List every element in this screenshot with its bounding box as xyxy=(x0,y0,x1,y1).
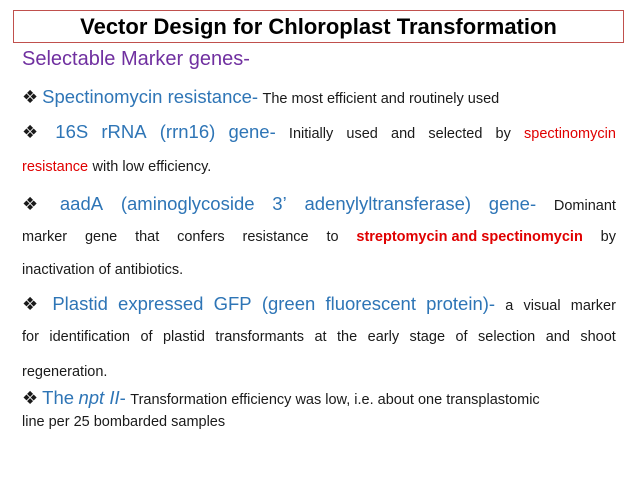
item-text-word: Initially xyxy=(288,126,334,142)
item-text-word: to xyxy=(326,229,339,245)
item-heading-word: GFP xyxy=(213,293,252,314)
item-text-word: marker xyxy=(570,298,616,314)
item-heading-word: 16S xyxy=(55,121,89,142)
item-text-word: used xyxy=(346,126,378,142)
item-text: Transformation efficiency was low, i.e. about one transplastomic xyxy=(130,392,540,408)
diamond-bullet-icon: ❖ xyxy=(22,87,39,107)
item-text-word: early xyxy=(367,329,400,345)
item-text-word: transformants xyxy=(215,329,305,345)
item-text-word: a xyxy=(505,298,514,314)
item-heading-gene: npt II xyxy=(78,387,120,408)
item-heading-suffix: - xyxy=(119,387,126,408)
item-text: regeneration. xyxy=(22,364,108,380)
item-highlight-word: resistance xyxy=(22,159,89,175)
item-text-word: of xyxy=(140,329,153,345)
item-text-word: of xyxy=(455,329,468,345)
item-text-word: stage xyxy=(409,329,446,345)
item-text-word: the xyxy=(337,329,358,345)
item-text-word: that xyxy=(135,229,160,245)
item-heading-word: rRNA xyxy=(101,121,147,142)
item-text-word: identification xyxy=(49,329,130,345)
slide-subtitle: Selectable Marker genes- xyxy=(22,48,250,70)
item-text-word: marker xyxy=(22,229,68,245)
item-heading-word: Plastid xyxy=(52,293,108,314)
item-text-word: by xyxy=(495,126,511,142)
diamond-bullet-icon: ❖ xyxy=(22,294,39,314)
item-text-word: by xyxy=(600,229,616,245)
item-heading-word: 3’ xyxy=(272,193,287,214)
item-heading-word: expressed xyxy=(118,293,204,314)
item-text-word: confers xyxy=(177,229,225,245)
item-text-word: visual xyxy=(523,298,561,314)
item-heading-word: protein)- xyxy=(426,293,496,314)
item-text-word: gene xyxy=(84,229,118,245)
item-text: with low efficiency. xyxy=(92,159,212,175)
item-highlight-word: spectinomycin xyxy=(524,126,616,142)
diamond-bullet-icon: ❖ xyxy=(22,122,39,142)
item-heading-word: adenylyltransferase) xyxy=(304,193,472,214)
item-text-word: selected xyxy=(428,126,483,142)
item-heading-word: gene- xyxy=(228,121,276,142)
item-heading-word: (aminoglycoside xyxy=(120,193,255,214)
slide-title: Vector Design for Chloroplast Transformation xyxy=(80,13,557,39)
item-text: line per 25 bombarded samples xyxy=(22,414,226,430)
item-text-word: and xyxy=(545,329,570,345)
title-box xyxy=(13,10,624,43)
item-heading: Spectinomycin resistance- xyxy=(42,86,259,107)
item-text-word: selection xyxy=(478,329,536,345)
item-heading-word: (rrn16) xyxy=(159,121,216,142)
item-text-word: for xyxy=(22,329,39,345)
item-heading-word: gene- xyxy=(488,193,537,214)
item-heading-word: aadA xyxy=(59,193,104,214)
item-text-word: resistance xyxy=(242,229,309,245)
item-text-word: and xyxy=(391,126,416,142)
diamond-bullet-icon: ❖ xyxy=(22,194,39,214)
item-text-word: at xyxy=(314,329,327,345)
item-heading-word: (green xyxy=(261,293,316,314)
item-text-word: Dominant xyxy=(553,198,616,214)
item-text: inactivation of antibiotics. xyxy=(22,262,184,278)
item-heading-prefix: The xyxy=(42,387,75,408)
item-highlight-phrase: streptomycin and spectinomycin xyxy=(356,229,583,245)
item-text-word: plastid xyxy=(162,329,205,345)
item-text-word: shoot xyxy=(580,329,616,345)
item-text: The most efficient and routinely used xyxy=(262,91,500,107)
diamond-bullet-icon: ❖ xyxy=(22,388,39,408)
item-heading-word: fluorescent xyxy=(325,293,416,314)
